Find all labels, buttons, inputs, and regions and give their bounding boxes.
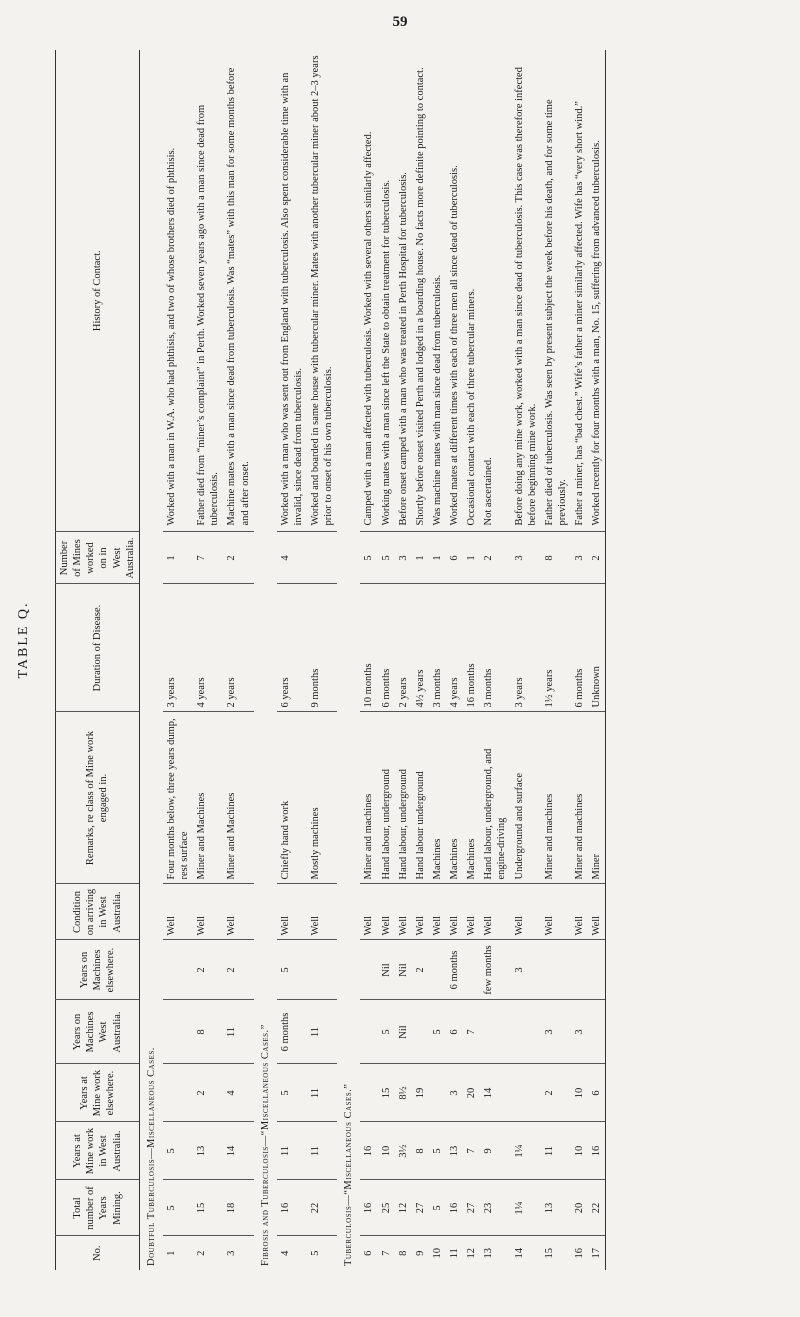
cell-total-years: 18 <box>223 1180 253 1236</box>
table-row <box>307 50 337 1270</box>
table-row <box>412 50 429 1270</box>
cell-history: Working mates with a man since left the State to obtain treatment for tuberculosis. <box>380 179 392 526</box>
cell-remarks: Machines <box>446 712 463 884</box>
cell-remarks: Hand labour, underground, and engine-driving <box>480 712 510 884</box>
cell-history: Worked recently for four months with a man, No. 15, suffering from advanced tuberculosis. <box>588 50 606 532</box>
cell-mines: 1 <box>429 532 446 584</box>
cell-condition: Well <box>480 884 510 940</box>
cell-machines-wa <box>412 1000 429 1064</box>
cell-condition: Well <box>463 884 480 940</box>
cell-remarks: Machines <box>463 712 480 884</box>
table-title: TABLE Q. <box>16 601 31 679</box>
cell-machines-wa: 3 <box>541 1000 571 1064</box>
cell-condition: Well <box>378 884 395 940</box>
cell-years-wa: 16 <box>588 1122 606 1180</box>
cell-mines: 2 <box>223 532 253 584</box>
header-years-wa: Years at Mine work in West Australia. <box>56 1122 140 1180</box>
cell-no: 1 <box>163 1236 193 1270</box>
cell-machines-elsewhere <box>541 940 571 1000</box>
table-row <box>163 50 193 1270</box>
cell-no: 6 <box>360 1236 377 1270</box>
table-row <box>378 50 395 1270</box>
cell-history: Not ascertained. <box>483 457 495 526</box>
cell-total-years: 12 <box>395 1180 412 1236</box>
cell-total-years: 5 <box>163 1180 193 1236</box>
section-heading-row <box>139 50 163 1270</box>
cell-mines: 5 <box>360 532 377 584</box>
cell-machines-wa <box>511 1000 541 1064</box>
cell-history: Worked mates at different times with each of three men all since dead of tuberculosis. <box>449 165 460 526</box>
cell-years-wa: 8 <box>412 1122 429 1180</box>
table-row <box>395 50 412 1270</box>
cell-machines-wa: 3 <box>571 1000 588 1064</box>
cell-condition: Well <box>395 884 412 940</box>
cell-duration: 3 years <box>511 584 541 712</box>
cell-remarks: Hand labour underground <box>412 712 429 884</box>
header-machines-elsewhere: Years on Machines elsewhere. <box>56 940 140 1000</box>
table-row <box>223 50 253 1270</box>
section-heading-row <box>254 50 277 1270</box>
cell-machines-elsewhere: 6 months <box>446 940 463 1000</box>
cell-years-wa: 11 <box>541 1122 571 1180</box>
cell-years-wa: 14 <box>223 1122 253 1180</box>
table-row <box>511 50 541 1270</box>
cell-duration: 4 years <box>193 584 223 712</box>
cell-duration: 6 months <box>378 584 395 712</box>
cell-machines-wa: 5 <box>378 1000 395 1064</box>
cell-duration: 9 months <box>307 584 337 712</box>
cell-machines-wa <box>588 1000 606 1064</box>
cell-no: 9 <box>412 1236 429 1270</box>
header-years-elsewhere: Years at Mine work elsewhere. <box>56 1064 140 1122</box>
section-title: Fibrosis and Tuberculosis—“Miscellaneous Cases.” <box>259 1024 271 1266</box>
cell-mines: 2 <box>480 532 510 584</box>
cell-machines-elsewhere <box>588 940 606 1000</box>
cell-duration: 16 months <box>463 584 480 712</box>
cell-years-elsewhere: 2 <box>541 1064 571 1122</box>
table-row <box>360 50 377 1270</box>
cell-years-elsewhere <box>163 1064 193 1122</box>
cell-machines-elsewhere: 2 <box>412 940 429 1000</box>
cell-years-wa: 11 <box>277 1122 307 1180</box>
cell-machines-elsewhere <box>463 940 480 1000</box>
cell-condition: Well <box>277 884 307 940</box>
cell-remarks: Machines <box>429 712 446 884</box>
cell-no: 15 <box>541 1236 571 1270</box>
cell-remarks: Hand labour, underground <box>378 712 395 884</box>
cell-remarks: Miner and machines <box>571 712 588 884</box>
cell-years-elsewhere: 10 <box>571 1064 588 1122</box>
header-duration: Duration of Disease. <box>56 584 140 712</box>
cell-years-wa: 16 <box>360 1122 377 1180</box>
cell-total-years: 16 <box>360 1180 377 1236</box>
cell-machines-elsewhere <box>429 940 446 1000</box>
cell-no: 13 <box>480 1236 510 1270</box>
cell-machines-wa: 6 <box>446 1000 463 1064</box>
cell-duration: 6 months <box>571 584 588 712</box>
cell-years-elsewhere: 6 <box>588 1064 606 1122</box>
cell-no: 12 <box>463 1236 480 1270</box>
cell-mines: 3 <box>571 532 588 584</box>
cell-remarks: Miner <box>588 712 606 884</box>
cell-no: 11 <box>446 1236 463 1270</box>
page-number: 59 <box>392 14 408 30</box>
cell-mines <box>307 532 337 584</box>
cell-machines-elsewhere: 2 <box>193 940 223 1000</box>
cell-remarks: Miner and Machines <box>223 712 253 884</box>
cell-condition: Well <box>193 884 223 940</box>
cell-condition: Well <box>511 884 541 940</box>
cell-history: Shortly before onset visited Perth and lodged in a boarding house. No facts more definite pointing to contact. <box>414 67 426 526</box>
cell-duration: 1½ years <box>541 584 571 712</box>
cell-total-years: 20 <box>571 1180 588 1236</box>
cell-remarks: Miner and machines <box>360 712 377 884</box>
cell-duration: 4 years <box>446 584 463 712</box>
cell-years-elsewhere: 14 <box>480 1064 510 1122</box>
cell-total-years: 22 <box>307 1180 337 1236</box>
section-heading-row <box>337 50 360 1270</box>
cell-mines: 5 <box>378 532 395 584</box>
cell-remarks: Underground and surface <box>511 712 541 884</box>
cell-years-elsewhere: 5 <box>277 1064 307 1122</box>
cell-condition: Well <box>412 884 429 940</box>
cell-years-wa: 10 <box>378 1122 395 1180</box>
cell-mines: 7 <box>193 532 223 584</box>
table-row <box>571 50 588 1270</box>
cell-years-elsewhere: 11 <box>307 1064 337 1122</box>
table-row <box>429 50 446 1270</box>
cell-duration: 4½ years <box>412 584 429 712</box>
cell-duration: 10 months <box>360 584 377 712</box>
cell-machines-elsewhere: 5 <box>277 940 307 1000</box>
section-title: Doubtful Tuberculosis—Miscellaneous Cases. <box>145 1047 157 1266</box>
cell-no: 17 <box>588 1236 606 1270</box>
cell-no: 2 <box>193 1236 223 1270</box>
cell-machines-elsewhere <box>571 940 588 1000</box>
header-total-years: Total number of Years Mining. <box>56 1180 140 1236</box>
cell-mines: 4 <box>277 532 307 584</box>
cell-years-elsewhere <box>360 1064 377 1122</box>
cell-duration: 3 months <box>480 584 510 712</box>
cell-remarks: Chiefly hand work <box>277 712 307 884</box>
cell-years-wa: 11 <box>307 1122 337 1180</box>
cell-condition: Well <box>223 884 253 940</box>
cell-no: 4 <box>277 1236 307 1270</box>
cell-years-wa: 7 <box>463 1122 480 1180</box>
table-row <box>446 50 463 1270</box>
cell-mines: 1 <box>463 532 480 584</box>
cell-history: Father died of tuberculosis. Was seen by present subject the week before his death, and for some time previously. <box>543 99 568 526</box>
cell-total-years: 16 <box>277 1180 307 1236</box>
cell-years-elsewhere: 8½ <box>395 1064 412 1122</box>
cell-history: Before doing any mine work, worked with a man since dead of tuberculosis. This case was therefore infected before beginning mine work. <box>513 67 538 526</box>
cell-duration: 3 months <box>429 584 446 712</box>
cell-machines-elsewhere: 3 <box>511 940 541 1000</box>
cell-years-elsewhere <box>429 1064 446 1122</box>
cell-years-elsewhere <box>511 1064 541 1122</box>
cell-duration: 6 years <box>277 584 307 712</box>
cell-total-years: 13 <box>541 1180 571 1236</box>
header-condition: Condition on arriving in West Australia. <box>56 884 140 940</box>
cell-no: 3 <box>223 1236 253 1270</box>
cell-history: Worked and boarded in same house with tubercular miner. Mates with another tubercular miner about 2–3 years prior to onset of his own tuberculosis. <box>310 55 335 526</box>
cell-years-elsewhere: 15 <box>378 1064 395 1122</box>
cell-machines-wa: 6 months <box>277 1000 307 1064</box>
cell-machines-wa <box>163 1000 193 1064</box>
cell-condition: Well <box>307 884 337 940</box>
cell-history: Worked with a man who was sent out from England with tuberculosis. Also spent considerable time with an invalid, since dead from tuberculosis. <box>279 72 304 526</box>
cell-history: Worked with a man in W.A. who had phthisis, and two of whose brothers died of phthisis. <box>165 147 177 526</box>
cell-no: 7 <box>378 1236 395 1270</box>
cell-machines-elsewhere: Nil <box>378 940 395 1000</box>
cell-machines-elsewhere <box>360 940 377 1000</box>
header-mines: Number of Mines worked on in West Australia. <box>56 532 140 584</box>
cell-history: Father a miner, has “bad chest.” Wife’s father a miner similarly affected. Wife has “very short wind.” <box>574 101 585 526</box>
cell-history: Occasional contact with each of three tubercular miners. <box>466 288 478 526</box>
cell-years-wa: 13 <box>193 1122 223 1180</box>
cell-duration: 3 years <box>163 584 193 712</box>
cell-years-elsewhere: 3 <box>446 1064 463 1122</box>
cell-machines-wa: 8 <box>193 1000 223 1064</box>
cell-history: Machine mates with a man since dead from tuberculosis. Was “mates” with this man for some months before and after onset. <box>226 67 251 526</box>
cell-mines: 2 <box>588 532 606 584</box>
cell-years-elsewhere: 20 <box>463 1064 480 1122</box>
cell-total-years: 27 <box>412 1180 429 1236</box>
cell-machines-wa: 11 <box>307 1000 337 1064</box>
cell-total-years: 1¼ <box>511 1180 541 1236</box>
cell-condition: Well <box>446 884 463 940</box>
cell-machines-elsewhere: few months <box>480 940 510 1000</box>
cell-years-wa: 10 <box>571 1122 588 1180</box>
header-row <box>56 50 140 1270</box>
cell-condition: Well <box>360 884 377 940</box>
cell-machines-wa <box>360 1000 377 1064</box>
cell-remarks: Miner and Machines <box>193 712 223 884</box>
cell-machines-elsewhere: 2 <box>223 940 253 1000</box>
table-row <box>480 50 510 1270</box>
cell-years-wa: 1¼ <box>511 1122 541 1180</box>
cell-total-years: 16 <box>446 1180 463 1236</box>
cell-total-years: 22 <box>588 1180 606 1236</box>
table-body <box>139 50 606 1270</box>
cell-years-wa: 9 <box>480 1122 510 1180</box>
cell-total-years: 5 <box>429 1180 446 1236</box>
cell-total-years: 23 <box>480 1180 510 1236</box>
table-row <box>588 50 606 1270</box>
cell-mines: 3 <box>395 532 412 584</box>
cell-remarks: Four months below, three years dump, rest surface <box>163 712 193 884</box>
table-row <box>463 50 480 1270</box>
cell-machines-elsewhere: Nil <box>395 940 412 1000</box>
cell-years-wa: 5 <box>429 1122 446 1180</box>
cell-remarks: Miner and machines <box>541 712 571 884</box>
cell-no: 10 <box>429 1236 446 1270</box>
table-row <box>277 50 307 1270</box>
cell-years-elsewhere: 4 <box>223 1064 253 1122</box>
cell-mines: 1 <box>163 532 193 584</box>
cell-history: Was machine mates with man since dead from tuberculosis. <box>431 274 443 526</box>
cell-no: 14 <box>511 1236 541 1270</box>
rotated-table-wrapper <box>55 50 745 1270</box>
cell-history: Father died from “miner’s complaint” in Perth. Worked seven years ago with a man since dead from tuberculosis. <box>196 104 221 526</box>
table-row <box>541 50 571 1270</box>
cell-years-elsewhere: 2 <box>193 1064 223 1122</box>
cell-mines: 8 <box>541 532 571 584</box>
cell-condition: Well <box>588 884 606 940</box>
cell-duration: Unknown <box>588 584 606 712</box>
cell-remarks: Mostly machines <box>307 712 337 884</box>
cell-mines: 3 <box>511 532 541 584</box>
cell-machines-wa: 5 <box>429 1000 446 1064</box>
cell-machines-elsewhere <box>307 940 337 1000</box>
header-no: No. <box>56 1236 140 1270</box>
cell-total-years: 27 <box>463 1180 480 1236</box>
cell-machines-wa: 7 <box>463 1000 480 1064</box>
cell-duration: 2 years <box>395 584 412 712</box>
cell-condition: Well <box>541 884 571 940</box>
cell-total-years: 25 <box>378 1180 395 1236</box>
cell-no: 5 <box>307 1236 337 1270</box>
cell-total-years: 15 <box>193 1180 223 1236</box>
cell-years-wa: 13 <box>446 1122 463 1180</box>
cell-duration: 2 years <box>223 584 253 712</box>
contact-history-table <box>55 50 606 1270</box>
cell-history: Camped with a man affected with tuberculosis. Worked with several others similarly affected. <box>363 131 375 526</box>
cell-condition: Well <box>571 884 588 940</box>
cell-machines-wa: 11 <box>223 1000 253 1064</box>
cell-no: 16 <box>571 1236 588 1270</box>
table-row <box>193 50 223 1270</box>
cell-mines: 6 <box>446 532 463 584</box>
header-machines-wa: Years on Machines West Australia. <box>56 1000 140 1064</box>
cell-mines: 1 <box>412 532 429 584</box>
cell-machines-wa <box>480 1000 510 1064</box>
cell-remarks: Hand labour, underground <box>395 712 412 884</box>
cell-no: 8 <box>395 1236 412 1270</box>
cell-condition: Well <box>163 884 193 940</box>
section-title: Tuberculosis—“Miscellaneous Cases.” <box>343 1083 355 1266</box>
cell-history: Before onset camped with a man who was treated in Perth Hospital for tuberculosis. <box>397 172 409 526</box>
cell-years-elsewhere: 19 <box>412 1064 429 1122</box>
cell-machines-elsewhere <box>163 940 193 1000</box>
header-history: History of Contact. <box>56 50 140 532</box>
header-remarks: Remarks, re class of Mine work engaged in. <box>56 712 140 884</box>
cell-years-wa: 3½ <box>395 1122 412 1180</box>
cell-years-wa: 5 <box>163 1122 193 1180</box>
cell-machines-wa: Nil <box>395 1000 412 1064</box>
cell-condition: Well <box>429 884 446 940</box>
